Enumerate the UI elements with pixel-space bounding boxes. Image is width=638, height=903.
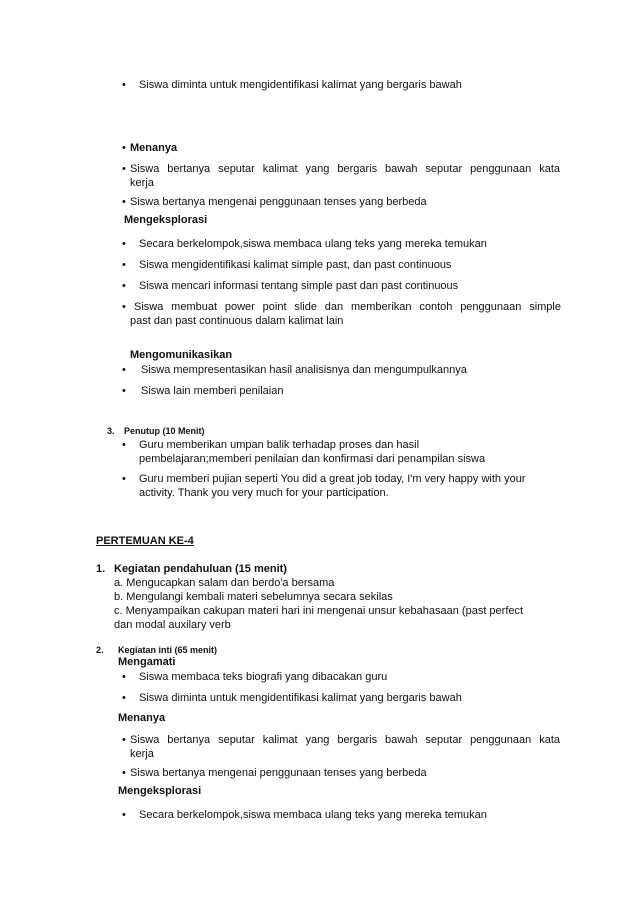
section-heading-mengamati: Mengamati [118, 656, 176, 668]
list-item: Siswa diminta untuk mengidentifikasi kalimat yang bergaris bawah [139, 79, 462, 91]
bullet-icon: • [122, 385, 126, 397]
bullet-icon: • [122, 473, 126, 485]
bullet-icon: • [122, 734, 126, 746]
list-item-continuation: dan modal auxilary verb [114, 619, 231, 631]
list-item: Siswa mencari informasi tentang simple past dan past continuous [139, 280, 459, 292]
section-heading-mengeksplorasi: Mengeksplorasi [124, 214, 208, 226]
list-item: Siswa bertanya mengenai penggunaan tenses yang berbeda [130, 196, 427, 208]
section-heading-mengomunikasikan: Mengomunikasikan [130, 349, 233, 361]
bullet-icon: • [122, 809, 126, 821]
list-item: Siswa bertanya mengenai penggunaan tenses yang berbeda [130, 767, 427, 779]
bullet-icon: • [122, 439, 126, 451]
bullet-icon: • [122, 196, 126, 208]
bullet-icon: • [122, 79, 126, 91]
bullet-icon: • [122, 163, 126, 175]
list-item: Siswa mempresentasikan hasil analisisnya dan mengumpulkannya [141, 364, 467, 376]
list-item-continuation: activity. Thank you very much for your participation. [139, 487, 389, 499]
bullet-icon: • [122, 280, 126, 292]
bullet-icon: • [122, 301, 126, 313]
section-number: 3. [107, 426, 115, 436]
section-heading-mengeksplorasi: Mengeksplorasi [118, 785, 202, 797]
section-heading-menanya: Menanya [118, 712, 166, 724]
bullet-icon: • [122, 364, 126, 376]
list-item: b. Mengulangi kembali materi sebelumnya secara sekilas [114, 591, 393, 603]
section-number: 1. [96, 563, 106, 575]
list-item-continuation: past dan past continuous dalam kalimat lain [130, 315, 344, 327]
bullet-icon: • [122, 259, 126, 271]
list-item-continuation: kerja [130, 748, 154, 760]
list-item: c. Menyampaikan cakupan materi hari ini mengenai unsur kebahasaan (past perfect [114, 605, 524, 617]
list-item: Siswa diminta untuk mengidentifikasi kalimat yang bergaris bawah [139, 692, 462, 704]
section-heading-inti: Kegiatan inti (65 menit) [118, 645, 218, 655]
list-item: a. Mengucapkan salam dan berdo'a bersama [114, 577, 335, 589]
bullet-icon: • [122, 671, 126, 683]
bullet-icon: • [122, 767, 126, 779]
list-item: Siswa membuat power point slide dan memberikan contoh penggunaan simple [134, 301, 561, 313]
section-number: 2. [96, 645, 104, 655]
list-item: Guru memberi pujian seperti You did a great job today, I'm very happy with your [139, 473, 526, 485]
list-item: Secara berkelompok,siswa membaca ulang teks yang mereka temukan [139, 809, 487, 821]
list-item: Siswa membaca teks biografi yang dibacakan guru [139, 671, 388, 683]
bullet-icon: • [122, 692, 126, 704]
section-heading-penutup: Penutup (10 Menit) [124, 426, 205, 436]
list-item: Siswa bertanya seputar kalimat yang bergaris bawah seputar penggunaan kata [130, 163, 560, 175]
page-section-title: PERTEMUAN KE-4 [96, 535, 194, 547]
section-heading-menanya: Menanya [130, 142, 178, 154]
list-item-continuation: pembelajaran;memberi penilaian dan konfirmasi dari penampilan siswa [139, 453, 486, 465]
list-item: Siswa bertanya seputar kalimat yang bergaris bawah seputar penggunaan kata [130, 734, 560, 746]
bullet-icon: • [122, 238, 126, 250]
section-heading-pendahuluan: Kegiatan pendahuluan (15 menit) [114, 563, 287, 575]
list-item: Secara berkelompok,siswa membaca ulang teks yang mereka temukan [139, 238, 487, 250]
list-item-continuation: kerja [130, 177, 154, 189]
bullet-icon: • [122, 142, 126, 154]
list-item: Siswa lain memberi penilaian [141, 385, 284, 397]
list-item: Guru memberikan umpan balik terhadap proses dan hasil [139, 439, 420, 451]
list-item: Siswa mengidentifikasi kalimat simple past, dan past continuous [139, 259, 452, 271]
